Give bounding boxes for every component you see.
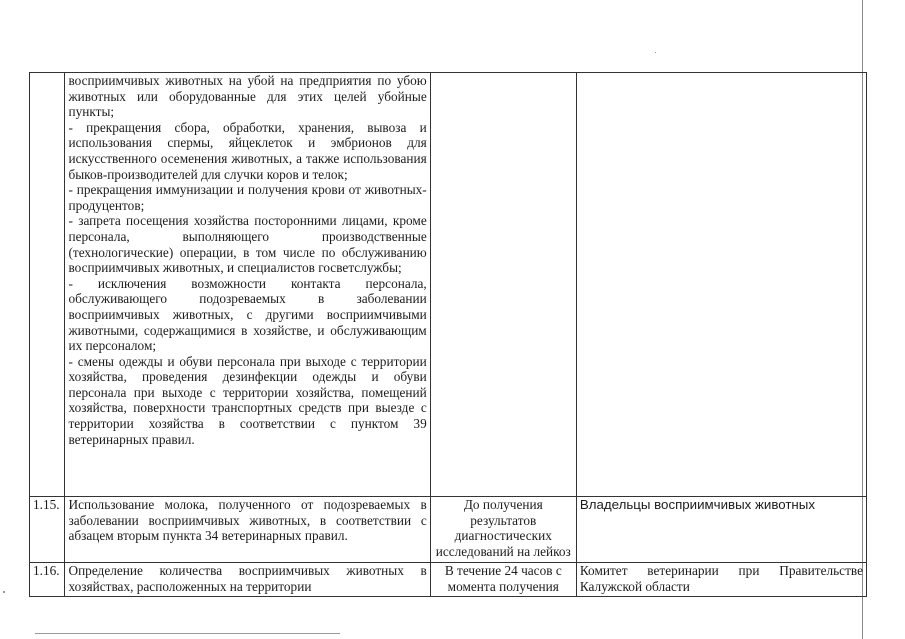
- scan-speck: [655, 52, 656, 53]
- deadline-cell: [430, 73, 576, 497]
- scan-speck: [3, 591, 5, 593]
- action-cell: Определение количества восприимчивых животных в хозяйствах, расположенных на территории: [65, 563, 430, 597]
- table-row: [30, 497, 867, 563]
- table-row: [30, 563, 867, 597]
- responsible-cell: Комитет ветеринарии при Правительстве Калужской области: [576, 563, 866, 597]
- action-cell: [65, 73, 430, 497]
- deadline-cell: До получения результатов диагностических исследований на лейкоз: [430, 497, 576, 563]
- responsible-cell: Владельцы восприимчивых животных: [576, 497, 866, 563]
- responsible-cell: [576, 73, 866, 497]
- measures-table: [29, 72, 867, 597]
- footnote-separator: [35, 633, 340, 634]
- row-number-cell: 1.16.: [30, 563, 65, 597]
- action-paragraph: - исключения возможности контакта персонала, обслуживающего подозреваемых в заболевании восприимчивых животных, с другими восприимчивыми животными, содержащимися в хозяйстве, и обслуживающим их персоналом;: [68, 275, 427, 354]
- action-paragraph: восприимчивых животных на убой на предприятия по убою животных или оборудованные для этих целей убойные пункты;: [68, 73, 427, 120]
- action-paragraph: - смены одежды и обуви персонала при выходе с территории хозяйства, проведения дезинфекции одежды и обуви персонала при выходе с территории хозяйства, помещений хозяйства, поверхности транспортных средств при выезде с территории хозяйства в соответствии с пунктом 39 ветеринарных правил.: [68, 353, 427, 447]
- action-paragraph: - прекращения иммунизации и получения крови от животных-продуцентов;: [68, 182, 427, 213]
- deadline-cell: В течение 24 часов с момента получения: [430, 563, 576, 597]
- action-paragraph: - прекращения сбора, обработки, хранения, вывоза и использования спермы, яйцеклеток и эмбрионов для искусственного осеменения животных, а также использования быков-производителей для случки коров и телок;: [68, 119, 427, 182]
- table-row: [30, 73, 867, 497]
- action-paragraph: - запрета посещения хозяйства посторонними лицами, кроме персонала, выполняющего производственные (технологические) операции, в том числе по обслуживанию восприимчивых животных, и специалистов госветслужбы;: [68, 213, 427, 276]
- action-cell: Использование молока, полученного от подозреваемых в заболевании восприимчивых животных, в соответствии с абзацем вторым пункта 34 ветеринарных правил.: [65, 497, 430, 563]
- row-number-cell: 1.15.: [30, 497, 65, 563]
- row-number-cell: [30, 73, 65, 497]
